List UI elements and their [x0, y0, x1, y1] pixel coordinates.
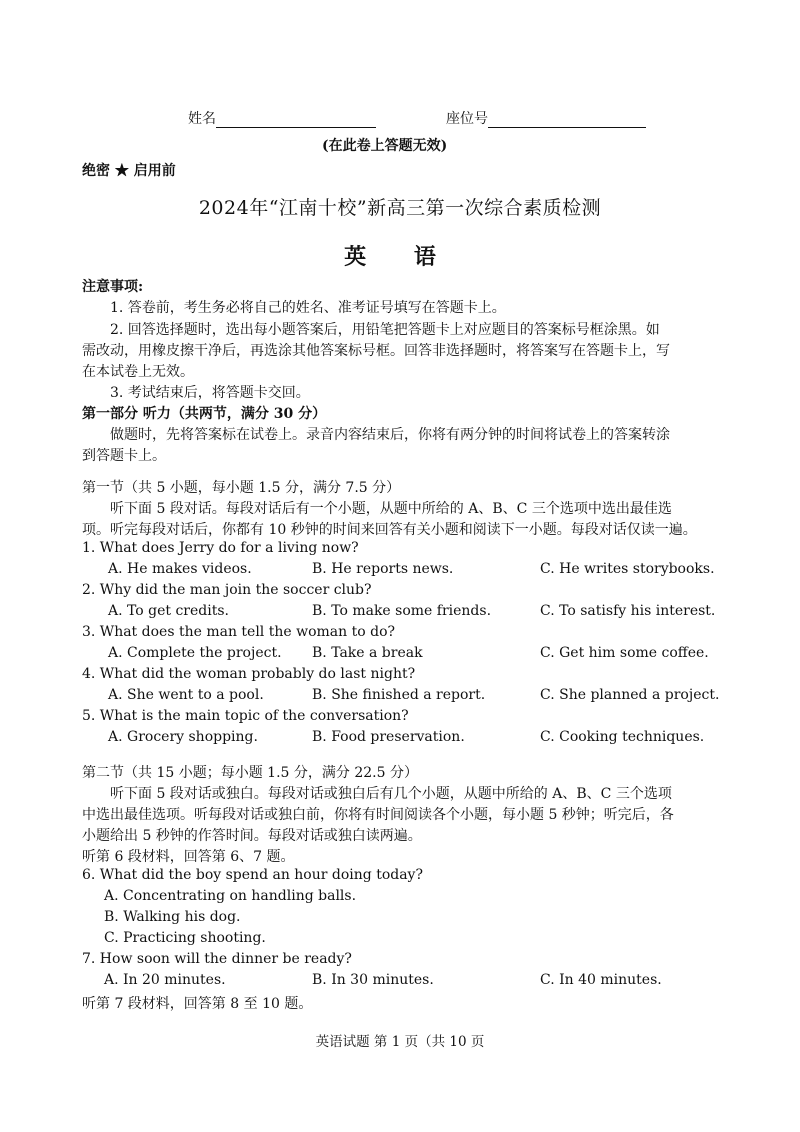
section2-desc-line1: 听下面 5 段对话或独白。每段对话或独白后有几个小题，从题中所给的 A、B、C 三个选项: [110, 786, 672, 802]
question-3-option-c: C. Get him some coffee.: [540, 645, 709, 661]
subject-title: 英 语: [344, 244, 456, 270]
section2-desc-line2: 中选出最佳选项。听每段对话或独白前，你将有时间阅读各个小题，每小题 5 秒钟；听完后，各: [82, 807, 674, 823]
seat-label: 座位号: [446, 111, 488, 127]
question-6: 6. What did the boy spend an hour doing today?: [82, 867, 423, 883]
part1-desc-line1: 做题时，先将答案标在试卷上。录音内容结束后，你将有两分钟的时间将试卷上的答案转涂: [110, 427, 670, 443]
invalid-note: (在此卷上答题无效): [322, 138, 448, 154]
name-field-row: [188, 108, 376, 128]
notice-item-1: 1. 答卷前，考生务必将自己的姓名、准考证号填写在答题卡上。: [110, 300, 506, 316]
question-4: 4. What did the woman probably do last night?: [82, 666, 416, 682]
seat-blank: [488, 127, 646, 128]
section1-desc-line1: 听下面 5 段对话。每段对话后有一个小题，从题中所给的 A、B、C 三个选项中选出最佳选: [110, 501, 672, 517]
question-3-option-a: A. Complete the project.: [108, 645, 282, 661]
question-1-option-a: A. He makes videos.: [108, 561, 252, 577]
question-7-option-a: A. In 20 minutes.: [104, 972, 226, 988]
question-1-option-c: C. He writes storybooks.: [540, 561, 715, 577]
material-6-note: 听第 6 段材料，回答第 6、7 题。: [82, 849, 295, 865]
section2-heading: 第二节（共 15 小题；每小题 1.5 分，满分 22.5 分）: [82, 765, 418, 781]
question-2-option-c: C. To satisfy his interest.: [540, 603, 716, 619]
section2-desc-line3: 小题给出 5 秒钟的作答时间。每段对话或独白读两遍。: [82, 828, 422, 844]
notice-item-2-line2: 需改动，用橡皮擦干净后，再选涂其他答案标号框。回答非选择题时，将答案写在答题卡上，写: [82, 343, 670, 359]
notice-item-2-line3: 在本试卷上无效。: [82, 364, 194, 380]
question-1: 1. What does Jerry do for a living now?: [82, 540, 359, 556]
question-7-option-c: C. In 40 minutes.: [540, 972, 662, 988]
question-3: 3. What does the man tell the woman to do?: [82, 624, 396, 640]
question-5-option-a: A. Grocery shopping.: [108, 729, 258, 745]
name-blank: [216, 127, 376, 128]
question-6-option-c: C. Practicing shooting.: [104, 930, 266, 946]
part1-desc-line2: 到答题卡上。: [82, 448, 166, 464]
question-4-option-b: B. She finished a report.: [312, 687, 486, 703]
question-7: 7. How soon will the dinner be ready?: [82, 951, 352, 967]
section1-desc-line2: 项。听完每段对话后，你都有 10 秒钟的时间来回答有关小题和阅读下一小题。每段对话仅读一遍。: [82, 522, 697, 538]
question-5-option-c: C. Cooking techniques.: [540, 729, 705, 745]
secret-label: 绝密 ★ 启用前: [82, 163, 176, 179]
question-6-option-a: A. Concentrating on handling balls.: [104, 888, 357, 904]
part1-heading: 第一部分 听力（共两节，满分 30 分）: [82, 406, 327, 422]
notice-item-3: 3. 考试结束后，将答题卡交回。: [110, 385, 310, 401]
question-4-option-a: A. She went to a pool.: [108, 687, 264, 703]
exam-title: 2024年“江南十校”新高三第一次综合素质检测: [198, 197, 602, 219]
question-1-option-b: B. He reports news.: [312, 561, 454, 577]
question-2-option-a: A. To get credits.: [108, 603, 229, 619]
notice-heading: 注意事项:: [82, 279, 144, 295]
seat-field-row: [446, 108, 646, 128]
question-4-option-c: C. She planned a project.: [540, 687, 720, 703]
question-6-option-b: B. Walking his dog.: [104, 909, 241, 925]
question-5: 5. What is the main topic of the conversation?: [82, 708, 409, 724]
question-2: 2. Why did the man join the soccer club?: [82, 582, 372, 598]
question-5-option-b: B. Food preservation.: [312, 729, 465, 745]
question-3-option-b: B. Take a break: [312, 645, 423, 661]
notice-item-2-line1: 2. 回答选择题时，选出每小题答案后，用铅笔把答题卡上对应题目的答案标号框涂黑。如: [110, 322, 660, 338]
question-7-option-b: B. In 30 minutes.: [312, 972, 434, 988]
question-2-option-b: B. To make some friends.: [312, 603, 492, 619]
page-footer: 英语试题 第 1 页（共 10 页: [315, 1034, 485, 1050]
name-label: 姓名: [188, 111, 216, 127]
section1-heading: 第一节（共 5 小题，每小题 1.5 分，满分 7.5 分）: [82, 480, 401, 496]
material-7-note: 听第 7 段材料，回答第 8 至 10 题。: [82, 996, 313, 1012]
